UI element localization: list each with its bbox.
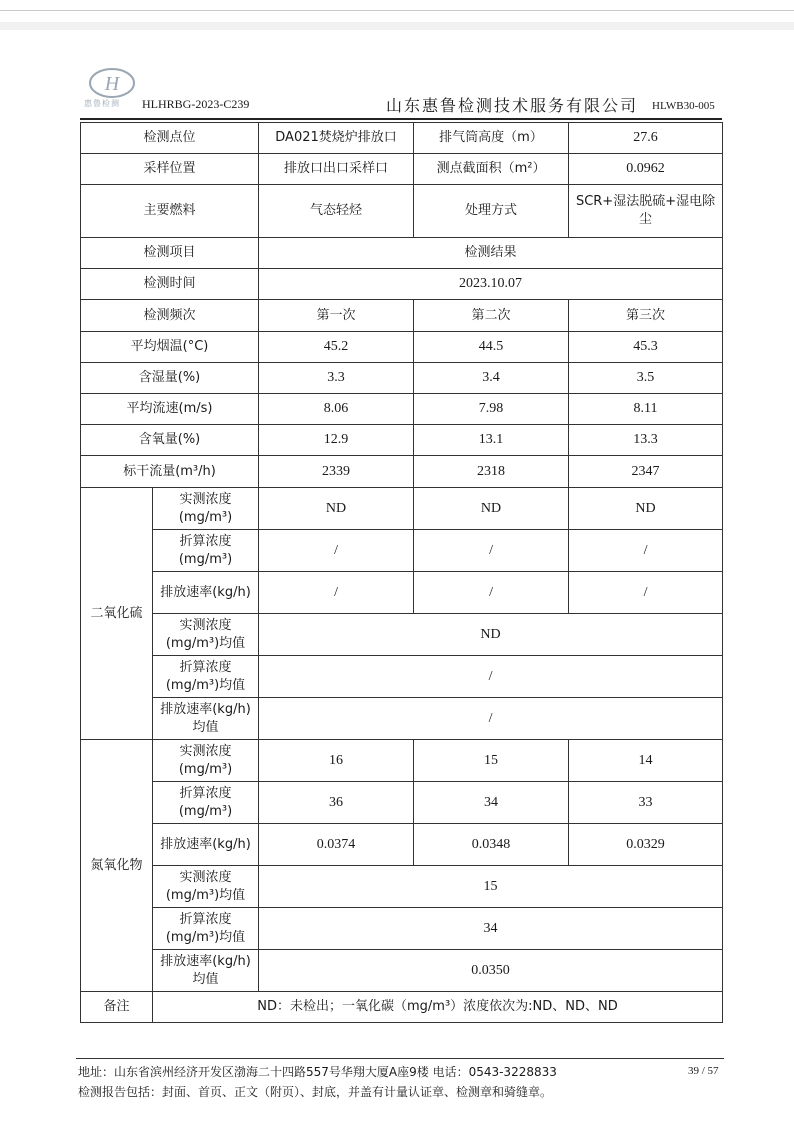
so2-value: ND xyxy=(414,488,569,530)
nox-avg-value: 0.0350 xyxy=(259,950,723,992)
nox-value: 0.0329 xyxy=(569,824,723,866)
nox-value: 0.0374 xyxy=(259,824,414,866)
time-label: 检测时间 xyxy=(81,269,259,300)
so2-value: ND xyxy=(569,488,723,530)
param-value: 13.3 xyxy=(569,425,723,456)
so2-avg-row xyxy=(81,656,723,698)
param-value: 12.9 xyxy=(259,425,414,456)
freq-label: 检测频次 xyxy=(81,300,259,332)
so2-avg-value: / xyxy=(259,656,723,698)
so2-value: / xyxy=(569,530,723,572)
treatment-value: SCR+湿法脱硫+湿电除尘 xyxy=(569,185,723,238)
param-value: 3.4 xyxy=(414,363,569,394)
fuel-label: 主要燃料 xyxy=(81,185,259,238)
nox-value: 33 xyxy=(569,782,723,824)
so2-value: / xyxy=(414,572,569,614)
nox-value: 36 xyxy=(259,782,414,824)
param-value: 2347 xyxy=(569,456,723,488)
report-number: HLHRBG-2023-C239 xyxy=(142,97,250,111)
nox-row xyxy=(81,824,723,866)
param-value: 45.2 xyxy=(259,332,414,363)
so2-value: / xyxy=(259,530,414,572)
param-row xyxy=(81,363,723,394)
fuel-value: 气态轻烃 xyxy=(259,185,414,238)
param-row xyxy=(81,394,723,425)
so2-row-label: 折算浓度(mg/m³) xyxy=(153,530,259,572)
param-value: 13.1 xyxy=(414,425,569,456)
so2-avg-row xyxy=(81,698,723,740)
nox-value: 34 xyxy=(414,782,569,824)
info-row-frequency xyxy=(81,300,723,332)
nox-value: 0.0348 xyxy=(414,824,569,866)
freq-value: 第三次 xyxy=(569,300,723,332)
result-label: 检测结果 xyxy=(259,238,723,269)
area-label: 测点截面积（m²） xyxy=(414,154,569,185)
so2-group-label: 二氧化硫 xyxy=(81,488,153,740)
so2-row xyxy=(81,530,723,572)
so2-row-label: 实测浓度(mg/m³) xyxy=(153,488,259,530)
param-label: 标干流量(m³/h) xyxy=(81,456,259,488)
logo-caption: 惠鲁检测 xyxy=(84,99,120,108)
point-value: DA021焚烧炉排放口 xyxy=(259,123,414,154)
nox-avg-label: 折算浓度(mg/m³)均值 xyxy=(153,908,259,950)
param-value: 45.3 xyxy=(569,332,723,363)
nox-avg-row xyxy=(81,866,723,908)
sampling-label: 采样位置 xyxy=(81,154,259,185)
param-value: 44.5 xyxy=(414,332,569,363)
freq-value: 第一次 xyxy=(259,300,414,332)
param-label: 平均流速(m/s) xyxy=(81,394,259,425)
so2-avg-value: / xyxy=(259,698,723,740)
nox-row-label: 实测浓度(mg/m³) xyxy=(153,740,259,782)
stack-height-label: 排气筒高度（m） xyxy=(414,123,569,154)
param-label: 含湿量(%) xyxy=(81,363,259,394)
sampling-value: 排放口出口采样口 xyxy=(259,154,414,185)
nox-avg-value: 34 xyxy=(259,908,723,950)
param-label: 含氧量(%) xyxy=(81,425,259,456)
nox-row-label: 排放速率(kg/h) xyxy=(153,824,259,866)
note-text: ND：未检出；一氧化碳（mg/m³）浓度依次为:ND、ND、ND xyxy=(153,992,723,1023)
so2-value: / xyxy=(414,530,569,572)
nox-avg-label: 排放速率(kg/h)均值 xyxy=(153,950,259,992)
company-logo xyxy=(88,66,136,100)
freq-value: 第二次 xyxy=(414,300,569,332)
item-label: 检测项目 xyxy=(81,238,259,269)
top-edge-line xyxy=(0,10,794,11)
so2-avg-label: 实测浓度(mg/m³)均值 xyxy=(153,614,259,656)
footer-contents: 检测报告包括：封面、首页、正文（附页）、封底，并盖有计量认证章、检测章和骑缝章。 xyxy=(78,1085,553,1099)
time-value: 2023.10.07 xyxy=(259,269,723,300)
note-label: 备注 xyxy=(81,992,153,1023)
param-label: 平均烟温(°C) xyxy=(81,332,259,363)
nox-avg-value: 15 xyxy=(259,866,723,908)
so2-value: / xyxy=(259,572,414,614)
so2-value: / xyxy=(569,572,723,614)
so2-row xyxy=(81,572,723,614)
nox-row-label: 折算浓度(mg/m³) xyxy=(153,782,259,824)
so2-value: ND xyxy=(259,488,414,530)
area-value: 0.0962 xyxy=(569,154,723,185)
param-row xyxy=(81,425,723,456)
so2-avg-row xyxy=(81,614,723,656)
nox-value: 16 xyxy=(259,740,414,782)
header-rule xyxy=(80,118,722,120)
nox-avg-row xyxy=(81,908,723,950)
so2-row xyxy=(81,488,723,530)
nox-row xyxy=(81,782,723,824)
nox-avg-label: 实测浓度(mg/m³)均值 xyxy=(153,866,259,908)
param-value: 8.11 xyxy=(569,394,723,425)
info-row-time xyxy=(81,269,723,300)
nox-row xyxy=(81,740,723,782)
so2-avg-value: ND xyxy=(259,614,723,656)
nox-value: 15 xyxy=(414,740,569,782)
page-number: 39 / 57 xyxy=(688,1065,719,1077)
param-value: 3.3 xyxy=(259,363,414,394)
param-row xyxy=(81,456,723,488)
nox-avg-row xyxy=(81,950,723,992)
param-value: 3.5 xyxy=(569,363,723,394)
param-value: 7.98 xyxy=(414,394,569,425)
footer-rule xyxy=(76,1058,724,1059)
scan-shade-band xyxy=(0,22,794,30)
point-label: 检测点位 xyxy=(81,123,259,154)
result-table xyxy=(80,122,723,1023)
info-row-sampling xyxy=(81,154,723,185)
param-value: 2339 xyxy=(259,456,414,488)
info-row-item xyxy=(81,238,723,269)
so2-row-label: 排放速率(kg/h) xyxy=(153,572,259,614)
param-row xyxy=(81,332,723,363)
stack-height-value: 27.6 xyxy=(569,123,723,154)
svg-text:H: H xyxy=(104,73,120,95)
footer-address: 地址：山东省滨州经济开发区渤海二十四路557号华翔大厦A座9楼 电话：0543-3228833 xyxy=(78,1065,557,1079)
so2-avg-label: 折算浓度(mg/m³)均值 xyxy=(153,656,259,698)
company-name: 山东惠鲁检测技术服务有限公司 xyxy=(386,96,639,115)
so2-avg-label: 排放速率(kg/h)均值 xyxy=(153,698,259,740)
form-number: HLWB30-005 xyxy=(652,100,715,112)
param-value: 8.06 xyxy=(259,394,414,425)
param-value: 2318 xyxy=(414,456,569,488)
note-row xyxy=(81,992,723,1023)
nox-group-label: 氮氧化物 xyxy=(81,740,153,992)
treatment-label: 处理方式 xyxy=(414,185,569,238)
nox-value: 14 xyxy=(569,740,723,782)
info-row-point xyxy=(81,123,723,154)
info-row-fuel xyxy=(81,185,723,238)
